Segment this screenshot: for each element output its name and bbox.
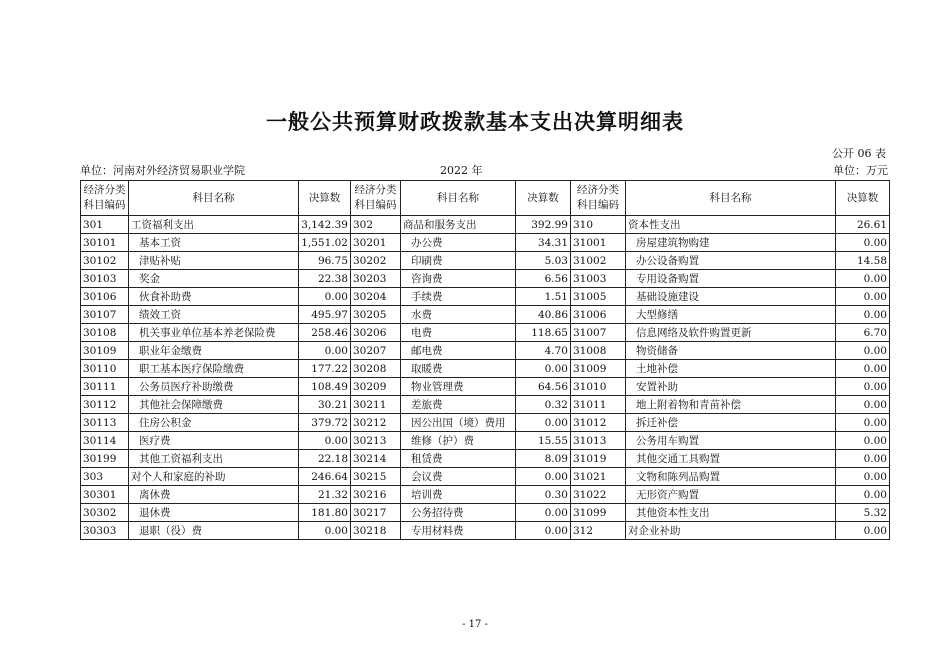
amount-cell: 108.49 [299, 378, 351, 396]
code-cell: 30217 [351, 504, 401, 522]
code-cell: 30110 [81, 360, 129, 378]
name-cell: 文物和陈列品购置 [626, 468, 836, 486]
amount-cell: 1.51 [516, 288, 571, 306]
table-row [81, 522, 890, 540]
table-row [81, 234, 890, 252]
amount-cell: 40.86 [516, 306, 571, 324]
amount-cell: 0.00 [516, 504, 571, 522]
amount-cell: 14.58 [836, 252, 890, 270]
table-header-row [81, 181, 890, 216]
name-cell: 对企业补助 [626, 522, 836, 540]
header-amount-2: 决算数 [516, 181, 571, 216]
table-row [81, 432, 890, 450]
amount-cell: 379.72 [299, 414, 351, 432]
code-cell: 30218 [351, 522, 401, 540]
code-cell: 30112 [81, 396, 129, 414]
header-amount-3: 决算数 [836, 181, 890, 216]
name-cell: 奖金 [129, 270, 299, 288]
name-cell: 其他社会保障缴费 [129, 396, 299, 414]
code-cell: 30214 [351, 450, 401, 468]
table-row [81, 270, 890, 288]
code-cell: 301 [81, 216, 129, 234]
code-cell: 30211 [351, 396, 401, 414]
name-cell: 对个人和家庭的补助 [129, 468, 299, 486]
name-cell: 咨询费 [401, 270, 516, 288]
name-cell: 其他交通工具购置 [626, 450, 836, 468]
name-cell: 房屋建筑物购建 [626, 234, 836, 252]
code-cell: 30106 [81, 288, 129, 306]
amount-cell: 1,551.02 [299, 234, 351, 252]
header-name-2: 科目名称 [401, 181, 516, 216]
code-cell: 312 [571, 522, 626, 540]
name-cell: 离休费 [129, 486, 299, 504]
name-cell: 拆迁补偿 [626, 414, 836, 432]
amount-cell: 0.00 [836, 378, 890, 396]
name-cell: 维修（护）费 [401, 432, 516, 450]
amount-cell: 177.22 [299, 360, 351, 378]
name-cell: 租赁费 [401, 450, 516, 468]
table-body [81, 216, 890, 540]
amount-cell: 0.00 [516, 360, 571, 378]
amount-cell: 0.30 [516, 486, 571, 504]
code-cell: 30207 [351, 342, 401, 360]
name-cell: 因公出国（境）费用 [401, 414, 516, 432]
code-cell: 31005 [571, 288, 626, 306]
name-cell: 物资储备 [626, 342, 836, 360]
amount-cell: 0.00 [299, 288, 351, 306]
amount-cell: 246.64 [299, 468, 351, 486]
amount-cell: 0.00 [836, 234, 890, 252]
code-cell: 31003 [571, 270, 626, 288]
amount-cell: 64.56 [516, 378, 571, 396]
page-number: - 17 - [462, 619, 488, 630]
amount-cell: 118.65 [516, 324, 571, 342]
table-row [81, 396, 890, 414]
name-cell: 邮电费 [401, 342, 516, 360]
code-cell: 30111 [81, 378, 129, 396]
name-cell: 津贴补贴 [129, 252, 299, 270]
header-code-1: 经济分类科目编码 [81, 181, 129, 216]
amount-cell: 15.55 [516, 432, 571, 450]
amount-cell: 0.00 [836, 288, 890, 306]
name-cell: 无形资产购置 [626, 486, 836, 504]
table-number: 公开 06 表 [832, 147, 886, 160]
name-cell: 电费 [401, 324, 516, 342]
code-cell: 310 [571, 216, 626, 234]
name-cell: 资本性支出 [626, 216, 836, 234]
amount-cell: 5.32 [836, 504, 890, 522]
amount-cell: 0.00 [299, 522, 351, 540]
amount-cell: 26.61 [836, 216, 890, 234]
code-cell: 31011 [571, 396, 626, 414]
name-cell: 退休费 [129, 504, 299, 522]
code-cell: 30213 [351, 432, 401, 450]
name-cell: 信息网络及软件购置更新 [626, 324, 836, 342]
table-row [81, 378, 890, 396]
code-cell: 31001 [571, 234, 626, 252]
code-cell: 31006 [571, 306, 626, 324]
name-cell: 培训费 [401, 486, 516, 504]
amount-cell: 0.00 [836, 522, 890, 540]
amount-unit: 单位：万元 [833, 164, 888, 177]
code-cell: 31022 [571, 486, 626, 504]
code-cell: 30107 [81, 306, 129, 324]
name-cell: 基础设施建设 [626, 288, 836, 306]
table-row [81, 324, 890, 342]
code-cell: 30206 [351, 324, 401, 342]
code-cell: 31013 [571, 432, 626, 450]
amount-cell: 21.32 [299, 486, 351, 504]
code-cell: 30102 [81, 252, 129, 270]
name-cell: 专用材料费 [401, 522, 516, 540]
amount-cell: 22.18 [299, 450, 351, 468]
name-cell: 伙食补助费 [129, 288, 299, 306]
amount-cell: 4.70 [516, 342, 571, 360]
code-cell: 31009 [571, 360, 626, 378]
amount-cell: 34.31 [516, 234, 571, 252]
amount-cell: 6.70 [836, 324, 890, 342]
name-cell: 会议费 [401, 468, 516, 486]
amount-cell: 0.00 [516, 522, 571, 540]
expenditure-table [80, 180, 890, 540]
amount-cell: 30.21 [299, 396, 351, 414]
code-cell: 30216 [351, 486, 401, 504]
table-row [81, 288, 890, 306]
name-cell: 手续费 [401, 288, 516, 306]
amount-cell: 0.00 [836, 306, 890, 324]
amount-cell: 0.00 [516, 414, 571, 432]
name-cell: 差旅费 [401, 396, 516, 414]
name-cell: 土地补偿 [626, 360, 836, 378]
code-cell: 30101 [81, 234, 129, 252]
amount-cell: 6.56 [516, 270, 571, 288]
name-cell: 其他资本性支出 [626, 504, 836, 522]
code-cell: 31008 [571, 342, 626, 360]
name-cell: 机关事业单位基本养老保险费 [129, 324, 299, 342]
amount-cell: 8.09 [516, 450, 571, 468]
header-name-3: 科目名称 [626, 181, 836, 216]
table-row [81, 414, 890, 432]
name-cell: 公务员医疗补助缴费 [129, 378, 299, 396]
amount-cell: 3,142.39 [299, 216, 351, 234]
table-row [81, 450, 890, 468]
name-cell: 公务招待费 [401, 504, 516, 522]
code-cell: 31021 [571, 468, 626, 486]
amount-cell: 0.00 [836, 360, 890, 378]
amount-cell: 258.46 [299, 324, 351, 342]
name-cell: 专用设备购置 [626, 270, 836, 288]
code-cell: 31010 [571, 378, 626, 396]
code-cell: 302 [351, 216, 401, 234]
header-code-3: 经济分类科目编码 [571, 181, 626, 216]
amount-cell: 0.00 [836, 396, 890, 414]
code-cell: 30209 [351, 378, 401, 396]
name-cell: 办公设备购置 [626, 252, 836, 270]
code-cell: 31007 [571, 324, 626, 342]
code-cell: 30108 [81, 324, 129, 342]
code-cell: 31019 [571, 450, 626, 468]
code-cell: 30203 [351, 270, 401, 288]
code-cell: 30302 [81, 504, 129, 522]
name-cell: 水费 [401, 306, 516, 324]
code-cell: 31099 [571, 504, 626, 522]
code-cell: 30109 [81, 342, 129, 360]
amount-cell: 0.00 [836, 414, 890, 432]
name-cell: 大型修缮 [626, 306, 836, 324]
name-cell: 基本工资 [129, 234, 299, 252]
amount-cell: 495.97 [299, 306, 351, 324]
name-cell: 职工基本医疗保险缴费 [129, 360, 299, 378]
table-row [81, 252, 890, 270]
name-cell: 绩效工资 [129, 306, 299, 324]
code-cell: 30208 [351, 360, 401, 378]
name-cell: 其他工资福利支出 [129, 450, 299, 468]
amount-cell: 22.38 [299, 270, 351, 288]
name-cell: 地上附着物和青苗补偿 [626, 396, 836, 414]
table-row [81, 486, 890, 504]
name-cell: 商品和服务支出 [401, 216, 516, 234]
amount-cell: 0.00 [836, 342, 890, 360]
meta-line [80, 162, 888, 178]
amount-cell: 0.00 [516, 468, 571, 486]
amount-cell: 0.00 [836, 270, 890, 288]
code-cell: 31002 [571, 252, 626, 270]
code-cell: 31012 [571, 414, 626, 432]
code-cell: 30205 [351, 306, 401, 324]
table-row [81, 342, 890, 360]
name-cell: 印刷费 [401, 252, 516, 270]
amount-cell: 0.00 [299, 342, 351, 360]
name-cell: 医疗费 [129, 432, 299, 450]
amount-cell: 0.00 [836, 468, 890, 486]
amount-cell: 0.00 [836, 432, 890, 450]
table-row [81, 306, 890, 324]
name-cell: 工资福利支出 [129, 216, 299, 234]
amount-cell: 5.03 [516, 252, 571, 270]
code-cell: 30204 [351, 288, 401, 306]
table-row [81, 360, 890, 378]
code-cell: 30303 [81, 522, 129, 540]
header-name-1: 科目名称 [129, 181, 299, 216]
amount-cell: 0.00 [299, 432, 351, 450]
code-cell: 30202 [351, 252, 401, 270]
code-cell: 30103 [81, 270, 129, 288]
reporting-unit: 单位：河南对外经济贸易职业学院 [80, 164, 245, 177]
table-row [81, 216, 890, 234]
amount-cell: 0.00 [836, 450, 890, 468]
amount-cell: 0.00 [836, 486, 890, 504]
code-cell: 30114 [81, 432, 129, 450]
header-amount-1: 决算数 [299, 181, 351, 216]
fiscal-year: 2022 年 [440, 164, 483, 177]
table-row [81, 468, 890, 486]
name-cell: 取暖费 [401, 360, 516, 378]
code-cell: 30212 [351, 414, 401, 432]
code-cell: 30301 [81, 486, 129, 504]
name-cell: 职业年金缴费 [129, 342, 299, 360]
amount-cell: 181.80 [299, 504, 351, 522]
name-cell: 物业管理费 [401, 378, 516, 396]
amount-cell: 0.32 [516, 396, 571, 414]
name-cell: 住房公积金 [129, 414, 299, 432]
code-cell: 30215 [351, 468, 401, 486]
name-cell: 安置补助 [626, 378, 836, 396]
amount-cell: 392.99 [516, 216, 571, 234]
code-cell: 30201 [351, 234, 401, 252]
amount-cell: 96.75 [299, 252, 351, 270]
name-cell: 办公费 [401, 234, 516, 252]
code-cell: 303 [81, 468, 129, 486]
header-code-2: 经济分类科目编码 [351, 181, 401, 216]
name-cell: 退职（役）费 [129, 522, 299, 540]
name-cell: 公务用车购置 [626, 432, 836, 450]
table-row [81, 504, 890, 522]
code-cell: 30199 [81, 450, 129, 468]
code-cell: 30113 [81, 414, 129, 432]
page-title: 一般公共预算财政拨款基本支出决算明细表 [266, 109, 684, 134]
